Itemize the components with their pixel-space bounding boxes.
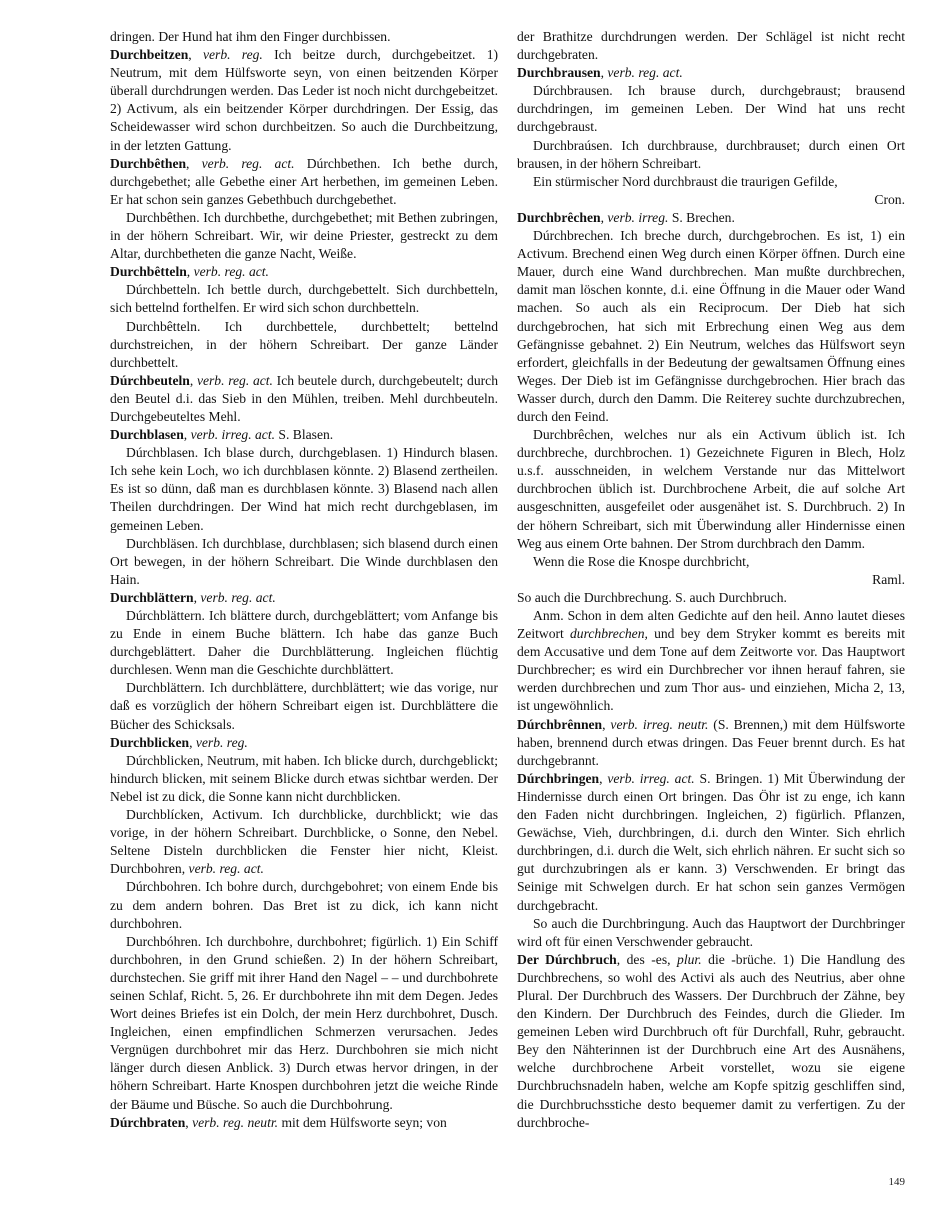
headword: Durchbrêchen <box>517 209 601 225</box>
left-column <box>110 28 498 1132</box>
grammar-note: verb. irreg. <box>607 209 669 225</box>
paragraph: Durchbêtteln. Ich durchbettele, durchbettelt; bettelnd durchstreichen, in der höhern Schreibart. Der ganze Länder durchbettelt. <box>110 318 498 370</box>
paragraph: Dúrchbetteln. Ich bettle durch, durchgebettelt. Sich durchbetteln, sich bettelnd forthelfen. Er wird sich schon durchbetteln. <box>110 282 498 316</box>
right-column <box>517 28 905 1132</box>
grammar-note: verb. irreg. act. <box>190 427 276 443</box>
grammar-note: verb. reg. act. <box>201 155 295 171</box>
grammar-note: verb. reg. act. <box>607 65 683 81</box>
entry: Durchbêtteln, verb. reg. act. <box>110 264 269 280</box>
paragraph: der Brathitze durchdrungen werden. Der Schlägel ist nicht recht durchgebraten. <box>517 29 905 63</box>
entry: Durchbrêchen, verb. irreg. S. Brechen. <box>517 209 735 225</box>
headword: Durchblicken <box>110 734 190 750</box>
headword: Durchbêthen <box>110 155 187 171</box>
verse-line: Ein stürmischer Nord durchbraust die traurigen Gefilde, <box>533 173 838 189</box>
headword: Durchbêtteln <box>110 264 187 280</box>
paragraph: Durchbêthen. Ich durchbethe, durchgebethet; mit Bethen zubringen, in der höhern Schreibart. Wir, wir deine Priester, gestreckt zu dem Altar, durchbetheten die ganze Nacht, Weiße. <box>110 209 498 262</box>
paragraph: Dúrchblättern. Ich blättere durch, durchgeblättert; vom Anfange bis zu Ende in einem Buche blättern. Ich habe das ganze Buch durchgeblättert. Daher die Durchblätterung. Ingleichen flüchtig durchlesen. Wenn man die Geschichte durchblättert. <box>110 608 498 678</box>
grammar-note: verb. reg. act. <box>193 264 269 280</box>
verse-line: Wenn die Rose die Knospe durchbricht, <box>533 553 750 569</box>
entry: Durchblättern, verb. reg. act. <box>110 589 276 605</box>
headword: Dúrchbrênnen <box>517 716 603 732</box>
paragraph: dringen. Der Hund hat ihm den Finger durchbissen. <box>110 29 391 44</box>
grammar-note: verb. reg. act. <box>196 372 273 388</box>
paragraph: Durchbläsen. Ich durchblase, durchblasen; sich blasend durch einen Ort bewegen, in der höhern Schreibart. Die Winde durchblasen den Hain. <box>110 535 498 587</box>
headword: Dúrchbringen <box>517 770 600 786</box>
italic-word: durchbrechen, <box>570 626 648 642</box>
entry: Dúrchbrênnen, verb. irreg. neutr. (S. Brennen,) mit dem Hülfsworte haben, brennend durch etwas dringen. Das Feuer brennt durch. Es hat durchgebrannt. <box>517 716 905 768</box>
grammar-note: plur. <box>677 951 702 967</box>
entry: Durchblicken, verb. reg. <box>110 734 248 750</box>
headword: Dúrchbraten <box>110 1114 186 1130</box>
entry: Der Dúrchbruch, des -es, plur. die -brüche. 1) Die Handlung des Durchbrechens, so wohl des Activi als auch des Neutrius, aber ohne Plural. Der Durchbruch des Wassers. Der Durchbruch der Zähne, bey den Kindern. Der Durchbruch des Feindes, durch die Glieder. Im gemeinen Leben wird Durchbruch oft für Durchfall, Ruhr, gebraucht. Bey den Nähterinnen ist der Durchbruch eine Art des Ausnähens, welche durchbrochene Arbeit vorstellet, wozu sie eigene Durchbruchsnadeln haben, welche am Kopfe spitzig geschliffen sind, die Durchbruchsstiche desto bequemer damit zu verfertigen. Zu der durchbroche- <box>517 951 905 1130</box>
paragraph: Durchbrêchen, welches nur als ein Activum üblich ist. Ich durchbreche, durchbrochen. 1) Gezeichnete Figuren in Blech, Holz u.s.f. ausschneiden, in welchem Verstande nur das Mittelwort durchbrochen üblich ist. Durchbrochene Arbeit, die auf solche Art ausgeschnitten, ausgefeilet oder ausgenähet ist. S. Durchbruch. 2) In der höhern Schreibart, sich mit Überwindung aller Hindernisse einen Weg aus einem Orte bahnen. Der Strom durchbrach den Damm. <box>517 427 905 551</box>
grammar-note: verb. reg. act. <box>200 589 276 605</box>
entry: Dúrchbraten, verb. reg. neutr. mit dem Hülfsworte seyn; von <box>110 1114 447 1130</box>
entry: Durchbrausen, verb. reg. act. <box>517 65 683 81</box>
paragraph: Dúrchbohren. Ich bohre durch, durchgebohret; von einem Ende bis zu dem andern bohren. Das Bret ist zu dick, ich kann nicht durchbohren. <box>110 879 498 931</box>
headword: Durchblasen <box>110 427 184 443</box>
headword: Durchbeitzen <box>110 47 189 63</box>
paragraph: Durchblícken, Activum. Ich durchblicke, durchblickt; wie das vorige, in der höhern Schreibart. Durchblicke, o Sonne, den Nebel. Seltene Disteln durchblicken die Fenster hier nicht, Kleist. Durchbohren, verb. reg. act. <box>110 807 498 877</box>
entry: Dúrchbringen, verb. irreg. act. S. Bringen. 1) Mit Überwindung der Hindernisse durch einen Ort bringen. Das Öhr ist zu enge, ich kann den Faden nicht durchbringen. Ingleichen, 2) figürlich. Pflanzen, Gewächse, Vieh, durchbringen, d.i. durch den Winter. Sich ehrlich durchbringen, d.i. durch die Welt, sich ehrlich nähren. Er sucht sich so gut durchzubringen als er kann. 3) Verschwenden. Er bringt das Seinige mit Schwelgen durch. Er hat schon sein ganzes Vermögen durchgebracht. <box>517 770 906 913</box>
paragraph: So auch die Durchbrechung. S. auch Durchbruch. <box>517 589 787 605</box>
grammar-note: verb. irreg. act. <box>607 770 695 786</box>
headword: Durchbrausen <box>517 65 601 81</box>
paragraph: Durchblättern. Ich durchblättere, durchblättert; wie das vorige, nur daß es vorzüglich der höhern Schreibart eigen ist. Durchblättere die Bücher des Schicksals. <box>110 680 498 732</box>
entry: Durchblasen, verb. irreg. act. S. Blasen. <box>110 427 334 443</box>
grammar-note: verb. reg. act. <box>188 861 264 877</box>
paragraph: So auch die Durchbringung. Auch das Hauptwort der Durchbringer wird oft für einen Verschwender gebraucht. <box>517 915 905 949</box>
grammar-note: verb. reg. neutr. <box>192 1114 279 1130</box>
headword: Der Dúrchbruch <box>517 951 617 967</box>
paragraph: Dúrchbrausen. Ich brause durch, durchgebraust; brausend durchdringen, im gemeinen Leben. Der Wind hat uns recht durchgebraust. <box>517 83 905 135</box>
paragraph: Durchbraúsen. Ich durchbrause, durchbrauset; durch einen Ort brausen, in der höhern Schreibart. <box>517 137 905 171</box>
grammar-note: verb. reg. <box>195 734 248 750</box>
citation: Raml. <box>872 571 905 587</box>
paragraph: Dúrchbrechen. Ich breche durch, durchgebrochen. Es ist, 1) ein Activum. Brechend einen Weg durch einen Körper öffnen. Durch eine Mauer, durch eine Wand durchbrechen. Man mußte durchbrechen, damit man löschen konnte, d.i. eine Öffnung in die Mauer oder Wand machen. So auch als ein Reciprocum. Der Dieb hat sich durchgebrochen, hat sich mit Erbrechung einen Weg aus dem Gefängnisse gebahnet. 2) Ein Neutrum, welches das Hülfswort seyn erfordert, gleichfalls in der Bedeutung der gewaltsamen Öffnung eines Weges. Der Dieb ist im Gefängnisse durchgebrochen. Hier brach das Wasser durch, durch den Damm. Die Reiterey suchte durchzubrechen, durch den Feind. <box>517 228 905 424</box>
citation: Cron. <box>874 191 905 207</box>
grammar-note: verb. irreg. neutr. <box>610 716 709 732</box>
headword: Durchblättern <box>110 589 194 605</box>
entry: Durchbêthen, verb. reg. act. Dúrchbethen. Ich bethe durch, durchgebethet; alle Gebethe einer Art herbethen, im gemeinen Leben. Er hat schon sein ganzes Gebethbuch durchgebethet. <box>110 155 499 207</box>
headword: Dúrchbeuteln <box>110 372 190 388</box>
paragraph: Dúrchblicken, Neutrum, mit haben. Ich blicke durch, durchgeblickt; hindurch blicken, mit seinem Blicke durch etwas sichtbar werden. Der Nebel ist zu dick, die Sonne kann nicht durchblicken. <box>110 752 498 804</box>
paragraph: Dúrchblasen. Ich blase durch, durchgeblasen. 1) Hindurch blasen. Ich sehe kein Loch, wo ich durchblasen könnte. 2) Blasend zertheilen. Es ist so dünn, daß man es durchblasen könnte. 3) Blasend nach allen Theilen durchdringen. Der Wind hat mich recht durchgeblasen, im gemeinen Leben. <box>110 445 498 533</box>
paragraph: Anm. Schon in dem alten Gedichte auf den heil. Anno lautet dieses Zeitwort durchbrechen, und bey dem Stryker kommt es bereits mit dem Accusative und dem Tone auf dem Zeitworte vor. Das Hauptwort Durchbrecher; es wird ein Durchbrecher vor ihnen herauf fahren, sie werden durchbrechen und zum Thor aus- und einziehen, Micha 2, 13, ist ungewöhnlich. <box>517 608 905 714</box>
entry: Durchbeitzen, verb. reg. Ich beitze durch, durchgebeitzet. 1) Neutrum, mit dem Hülfsworte seyn, von einen beitzenden Körper überall durchdrungen werden. Das Leder ist noch nicht durchgebeitzet. 2) Activum, als ein beitzender Körper durchdringen. Der Essig, das Scheidewasser wird schon durchbeitzen. So auch die Durchbeitzung, in der letzten Gattung. <box>110 47 499 153</box>
entry: Dúrchbeuteln, verb. reg. act. Ich beutele durch, durchgebeutelt; durch den Beutel d.i. das Sieb in den Mühlen, treiben. Mehl durchbeuteln. Durchgebeuteltes Mehl. <box>110 372 498 424</box>
paragraph: Durchbóhren. Ich durchbohre, durchbohret; figürlich. 1) Ein Schiff durchbohren, in den Grund schießen. 2) In der höhern Schreibart, durchstechen. Sie griff mit ihrer Hand den Nagel – – und durchbohrete seinen Schlaf, Richt. 5, 26. Er durchbohrete ihn mit dem Degen. Jedes Wort deines Briefes ist ein Dolch, der mein Herz durchbohret, Dusch. Ingleichen, einen empfindlichen Schmerzen verursachen. Jedes Vergnügen durchbohret mir das Herz. Durchbohren sie mich nicht länger durch diesen Anblick. 3) Durch etwas hervor dringen, in der höhern Schreibart. Harte Knospen durchbohren jetzt die weiche Rinde der Bäume und Büsche. So auch die Durchbohrung. <box>110 933 498 1112</box>
page-number: 149 <box>888 1176 905 1188</box>
grammar-note: verb. reg. <box>202 47 263 63</box>
